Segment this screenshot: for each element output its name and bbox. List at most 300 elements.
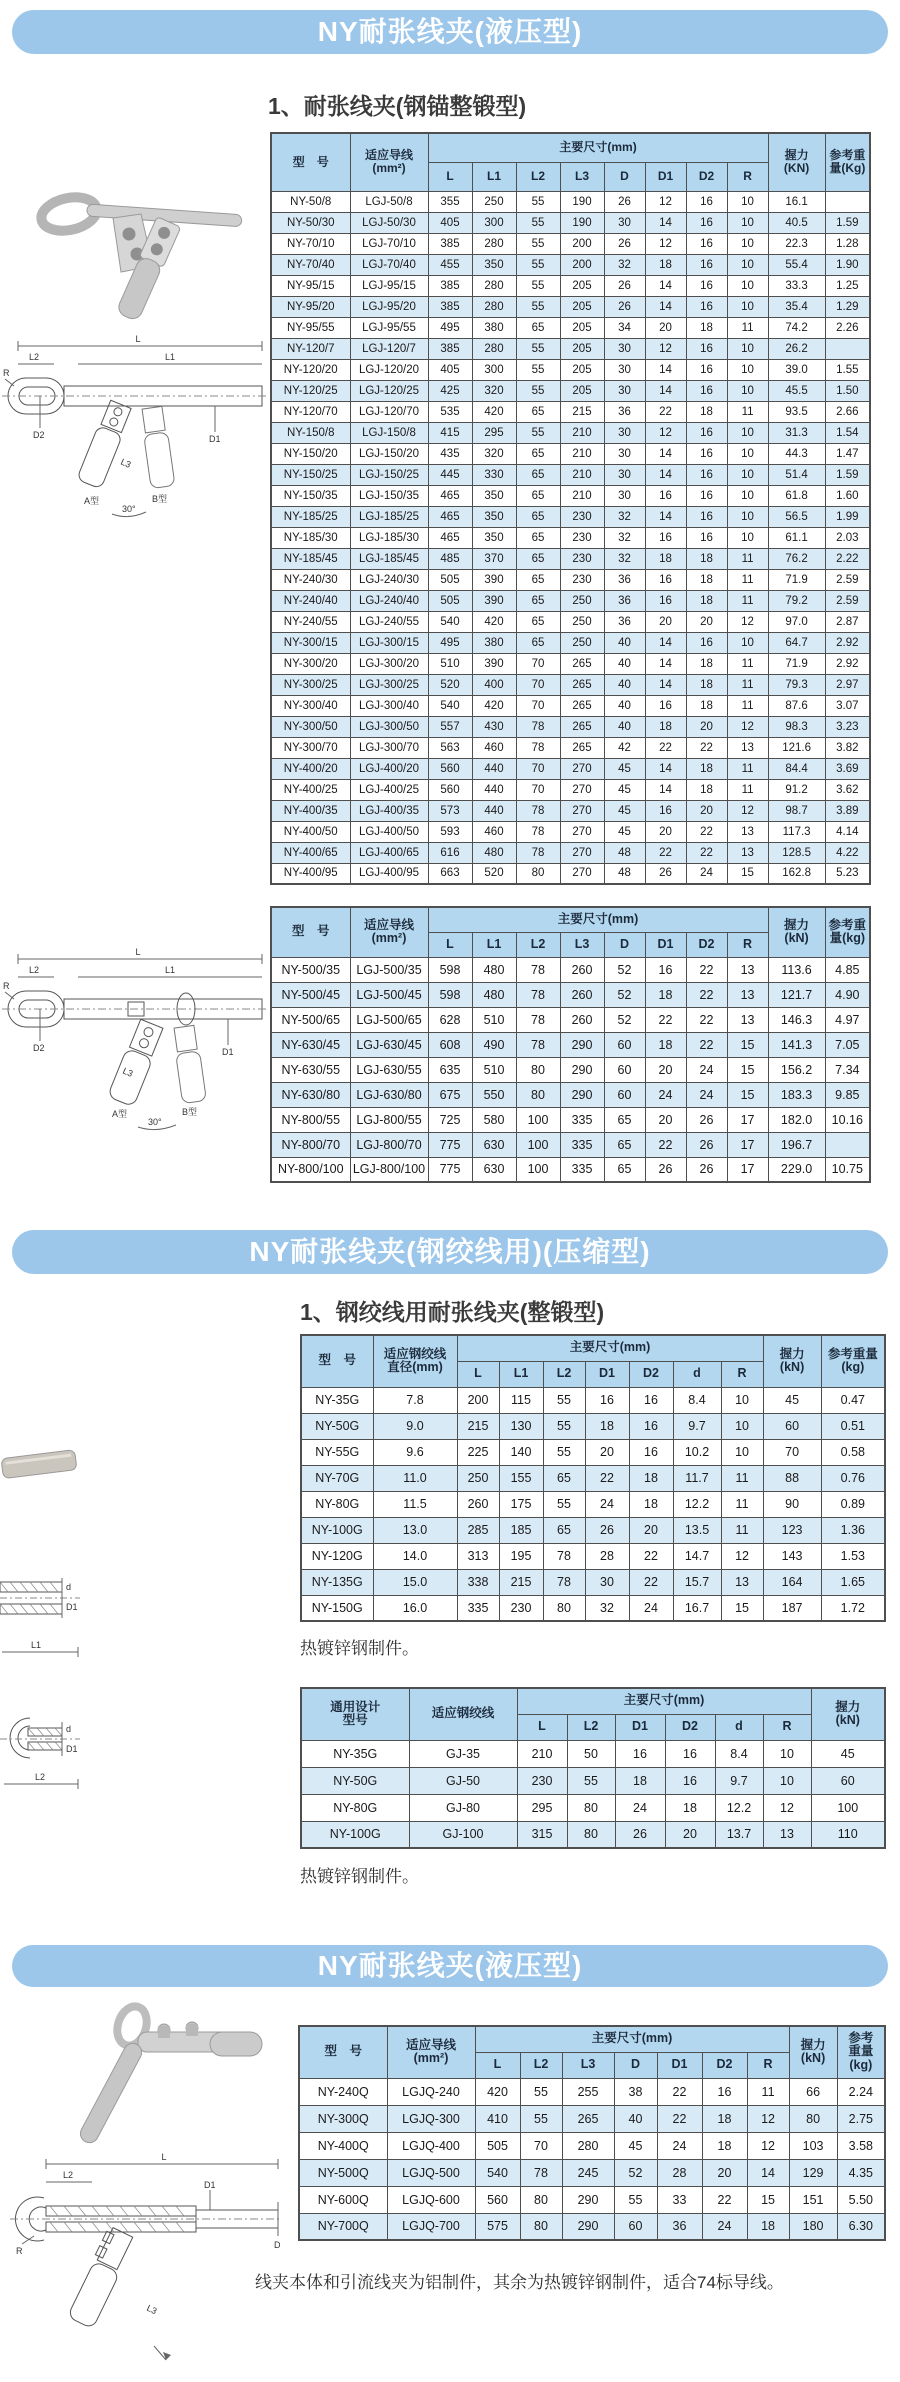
cell: 335 (560, 1107, 604, 1132)
col-ref-weight (821, 1335, 885, 1387)
cell: 260 (457, 1491, 499, 1517)
cell: 65 (516, 611, 560, 632)
cell: 250 (472, 191, 516, 212)
cell: 22 (645, 401, 686, 422)
cell: 190 (560, 212, 604, 233)
cell: 24 (615, 1794, 665, 1821)
cell: 16 (645, 590, 686, 611)
cell: 65 (516, 569, 560, 590)
angle-label: 30° (122, 504, 136, 514)
cell: 80 (520, 2186, 562, 2213)
header-row-1 (299, 2026, 885, 2052)
dim-label-D2: D2 (33, 430, 45, 440)
col-ref-weight (825, 907, 870, 957)
cell: 100 (516, 1157, 560, 1182)
cell: 11 (727, 674, 768, 695)
dim-label-L: L (135, 334, 141, 344)
col-grip-line2: (kN) (835, 1713, 860, 1728)
cell: NY-120/20 (271, 359, 350, 380)
cell: LGJ-185/30 (350, 527, 428, 548)
cell: 51.4 (768, 464, 825, 485)
cell: 355 (428, 191, 472, 212)
cell: 65 (543, 1517, 585, 1543)
table-body (301, 1387, 885, 1621)
cell: 335 (560, 1132, 604, 1157)
cell: 16 (686, 212, 727, 233)
cell: 725 (428, 1107, 472, 1132)
cell: 598 (428, 982, 472, 1007)
cell: 55 (516, 296, 560, 317)
cell: 265 (560, 653, 604, 674)
dim-label-L2: L2 (28, 965, 40, 975)
cell: 14 (645, 464, 686, 485)
cell: 280 (472, 233, 516, 254)
cell: 44.3 (768, 443, 825, 464)
cell: 15.0 (373, 1569, 457, 1595)
cell: 24 (657, 2132, 702, 2159)
cell: 18 (686, 401, 727, 422)
cell: LGJ-50/30 (350, 212, 428, 233)
cell: 10 (727, 485, 768, 506)
cell: NY-185/45 (271, 548, 350, 569)
cell: 143 (763, 1543, 821, 1569)
cell: LGJ-185/45 (350, 548, 428, 569)
cell: 205 (560, 380, 604, 401)
cell: 10.16 (825, 1107, 870, 1132)
cell: 60 (614, 2213, 657, 2240)
cell: 2.97 (825, 674, 870, 695)
cell: 18 (686, 674, 727, 695)
cell: 33.3 (768, 275, 825, 296)
cell: 55 (516, 275, 560, 296)
cell: 45 (763, 1387, 821, 1413)
cell: 30 (585, 1569, 629, 1595)
col-L3: L3 (560, 162, 604, 191)
cell: NY-50G (301, 1767, 409, 1794)
cell: 13 (727, 842, 768, 863)
col-strand: 适应钢绞线 (409, 1688, 517, 1740)
col-weight-line1: 参考重 (828, 917, 867, 932)
cell: 97.0 (768, 611, 825, 632)
cell: 56.5 (768, 506, 825, 527)
cell: 40 (604, 653, 645, 674)
cell: 10 (727, 233, 768, 254)
cell: 3.62 (825, 779, 870, 800)
cell: 20 (665, 1821, 715, 1848)
cell: NY-95/15 (271, 275, 350, 296)
cell: 16 (686, 275, 727, 296)
cell: 385 (428, 338, 472, 359)
cell: LGJQ-600 (387, 2186, 475, 2213)
cell: 1.99 (825, 506, 870, 527)
cell: 30 (604, 359, 645, 380)
col-conductor-line1: 适应导线 (363, 917, 414, 932)
col-conductor (387, 2026, 475, 2078)
cell: 18 (585, 1413, 629, 1439)
cell: 465 (428, 506, 472, 527)
cell: 80 (567, 1794, 615, 1821)
cell: NY-400/50 (271, 821, 350, 842)
cell: NY-240/55 (271, 611, 350, 632)
cell: 12 (747, 2105, 789, 2132)
cell: 1.47 (825, 443, 870, 464)
cell: 22 (629, 1543, 673, 1569)
dim-label-L3: L3 (119, 456, 133, 470)
cell: 630 (472, 1132, 516, 1157)
table-row (271, 1132, 870, 1157)
table-row (271, 758, 870, 779)
cell: 10 (727, 212, 768, 233)
cell: LGJQ-500 (387, 2159, 475, 2186)
cell: LGJ-240/30 (350, 569, 428, 590)
cell: 338 (457, 1569, 499, 1595)
cell: 13 (727, 957, 768, 982)
cell: 4.35 (837, 2159, 885, 2186)
material-note-bottom: 线夹本体和引流线夹为铝制件，其余为热镀锌钢制件，适合74标导线。 (255, 2273, 784, 2292)
cell: 10 (727, 632, 768, 653)
cell: 16.0 (373, 1595, 457, 1621)
cell: 28 (585, 1543, 629, 1569)
cell: NY-500/45 (271, 982, 350, 1007)
cell: 18 (615, 1767, 665, 1794)
cell: 30 (604, 464, 645, 485)
col-weight-line2: 量(kg) (829, 931, 866, 946)
cell: 70 (516, 758, 560, 779)
cell: 1.72 (821, 1595, 885, 1621)
cell: 16 (645, 527, 686, 548)
cell: 9.0 (373, 1413, 457, 1439)
cell: 380 (472, 632, 516, 653)
cell: 1.90 (825, 254, 870, 275)
cell: 540 (428, 695, 472, 716)
dimension-drawing-3 (0, 1552, 84, 1682)
cell: LGJ-150/35 (350, 485, 428, 506)
banner-strand-compression-clamp (12, 1230, 888, 1274)
header-row-1 (271, 907, 870, 932)
cell: 16.1 (768, 191, 825, 212)
material-note-2: 热镀锌钢制件。 (300, 1867, 419, 1886)
cell: 70 (516, 695, 560, 716)
cell: 10 (727, 338, 768, 359)
cell: 557 (428, 716, 472, 737)
cell: 628 (428, 1007, 472, 1032)
table-row (271, 1007, 870, 1032)
cell: 16 (645, 485, 686, 506)
cell: 22 (702, 2186, 747, 2213)
table-row (271, 191, 870, 212)
cell: 71.9 (768, 569, 825, 590)
cell: 0.89 (821, 1491, 885, 1517)
header-row-1 (271, 133, 870, 162)
dim-label-D: D (274, 2240, 281, 2250)
table-row (271, 464, 870, 485)
cell: 270 (560, 779, 604, 800)
cell: 26 (604, 296, 645, 317)
cell: 16 (686, 191, 727, 212)
col-R: R (721, 1361, 763, 1387)
cell: 18 (702, 2132, 747, 2159)
cell: LGJ-70/10 (350, 233, 428, 254)
col-ref-weight (837, 2026, 885, 2078)
cell: 78 (516, 842, 560, 863)
cell: 16 (645, 695, 686, 716)
cell: 26 (645, 1157, 686, 1182)
cell: LGJ-150/8 (350, 422, 428, 443)
banner-title: NY耐张线夹(液压型) (317, 16, 583, 47)
cell: 26 (645, 863, 686, 884)
col-L2: L2 (567, 1714, 615, 1740)
cell: 13.7 (715, 1821, 763, 1848)
cell: NY-55G (301, 1439, 373, 1465)
cell: 260 (560, 1007, 604, 1032)
cell: 3.23 (825, 716, 870, 737)
header-row-1 (301, 1335, 885, 1361)
col-weight-line2: (kg) (841, 1360, 865, 1375)
cell: 635 (428, 1057, 472, 1082)
cell: 40 (604, 674, 645, 695)
cell: 775 (428, 1132, 472, 1157)
cell: NY-80G (301, 1794, 409, 1821)
cell: 180 (789, 2213, 837, 2240)
cell: 14 (645, 275, 686, 296)
cell: 230 (560, 527, 604, 548)
cell: 20 (702, 2159, 747, 2186)
cell: 616 (428, 842, 472, 863)
cell: 11.0 (373, 1465, 457, 1491)
dim-label-D2: D2 (33, 1043, 45, 1053)
cell: 22 (645, 737, 686, 758)
cell: 2.03 (825, 527, 870, 548)
cell: NY-630/45 (271, 1032, 350, 1057)
table-row (299, 2186, 885, 2213)
cell: 55 (543, 1491, 585, 1517)
cell: 205 (560, 359, 604, 380)
cell: 18 (686, 569, 727, 590)
cell: LGJ-150/20 (350, 443, 428, 464)
col-D2: D2 (702, 2052, 747, 2078)
cell: 330 (472, 464, 516, 485)
cell: 45.5 (768, 380, 825, 401)
spec-table-forged-anchor-large (270, 906, 871, 1183)
cell: 15 (727, 1082, 768, 1107)
cell: 265 (562, 2105, 614, 2132)
cell: 10 (727, 296, 768, 317)
table-row (271, 338, 870, 359)
table-row (299, 2105, 885, 2132)
cell: 12 (727, 611, 768, 632)
cell: 61.1 (768, 527, 825, 548)
cell: NY-120/70 (271, 401, 350, 422)
cell: NY-70G (301, 1465, 373, 1491)
dim-label-d: d (66, 1582, 72, 1592)
col-model: 型 号 (271, 133, 350, 191)
cell: 11 (727, 758, 768, 779)
cell: 598 (428, 957, 472, 982)
cell: 103 (789, 2132, 837, 2159)
cell: 460 (472, 737, 516, 758)
cell: 151 (789, 2186, 837, 2213)
cell: 260 (560, 982, 604, 1007)
cell: LGJ-300/20 (350, 653, 428, 674)
cell: 2.92 (825, 653, 870, 674)
col-grip-line1: 握力 (784, 148, 809, 163)
cell: 16 (686, 527, 727, 548)
cell: NY-300/40 (271, 695, 350, 716)
cell: NY-300/50 (271, 716, 350, 737)
cell: 12 (645, 191, 686, 212)
cell: 129 (789, 2159, 837, 2186)
col-main-dimensions: 主要尺寸(mm) (517, 1688, 811, 1714)
cell: 40 (604, 716, 645, 737)
cell: NY-400/25 (271, 779, 350, 800)
cell: 65 (516, 632, 560, 653)
cell: 10 (727, 443, 768, 464)
cell (825, 191, 870, 212)
dim-label-L2: L2 (62, 2170, 74, 2180)
cell: 12 (645, 338, 686, 359)
cell: NY-150G (301, 1595, 373, 1621)
cell: NY-500/35 (271, 957, 350, 982)
cell: 480 (472, 842, 516, 863)
table-row (271, 863, 870, 884)
col-grip (768, 133, 825, 191)
cell: 285 (457, 1517, 499, 1543)
cell: LGJ-300/50 (350, 716, 428, 737)
cell: 36 (604, 569, 645, 590)
cell: NY-800/70 (271, 1132, 350, 1157)
cell: 40 (604, 632, 645, 653)
col-L: L (517, 1714, 567, 1740)
cell: 22 (686, 842, 727, 863)
cell: 14 (645, 443, 686, 464)
cell: 205 (560, 275, 604, 296)
dim-label-D1: D1 (66, 1602, 78, 1612)
dim-label-L2: L2 (28, 352, 40, 362)
cell: 20 (629, 1517, 673, 1543)
table-row (271, 982, 870, 1007)
cell: LGJ-800/100 (350, 1157, 428, 1182)
table-row (301, 1491, 885, 1517)
cell: 6.30 (837, 2213, 885, 2240)
cell: 146.3 (768, 1007, 825, 1032)
cell: 14.0 (373, 1543, 457, 1569)
cell: 229.0 (768, 1157, 825, 1182)
cell: 400 (472, 674, 516, 695)
product-photo-tension-clamp-2 (40, 1998, 270, 2153)
cell: LGJ-95/20 (350, 296, 428, 317)
table-row (301, 1794, 885, 1821)
cell: 270 (560, 758, 604, 779)
cell: 195 (499, 1543, 543, 1569)
cell: 48 (604, 842, 645, 863)
cell: 78 (516, 737, 560, 758)
cell: 593 (428, 821, 472, 842)
cell: 350 (472, 254, 516, 275)
cell: NY-35G (301, 1387, 373, 1413)
cell: NY-50/8 (271, 191, 350, 212)
table-row (271, 842, 870, 863)
col-D1: D1 (585, 1361, 629, 1387)
cell: 130 (499, 1413, 543, 1439)
cell: 14 (645, 296, 686, 317)
cell: 510 (472, 1007, 516, 1032)
cell: 300 (472, 359, 516, 380)
cell: 10 (721, 1413, 763, 1439)
table-row (271, 401, 870, 422)
dimension-drawing-2 (0, 945, 268, 1135)
cell: NY-630/55 (271, 1057, 350, 1082)
col-D2: D2 (629, 1361, 673, 1387)
cell: 335 (560, 1157, 604, 1182)
material-note-1: 热镀锌钢制件。 (300, 1639, 419, 1658)
cell: 98.7 (768, 800, 825, 821)
cell: 230 (499, 1595, 543, 1621)
col-R: R (727, 162, 768, 191)
cell: 480 (472, 982, 516, 1007)
cell: 2.26 (825, 317, 870, 338)
table-row (299, 2159, 885, 2186)
cell: 78 (516, 821, 560, 842)
cell: 290 (560, 1057, 604, 1082)
cell: NY-300/70 (271, 737, 350, 758)
cell: 15.7 (673, 1569, 721, 1595)
col-grip-line1: 握力 (835, 1699, 861, 1714)
cell: 52 (604, 957, 645, 982)
cell: 65 (516, 506, 560, 527)
cell: 65 (516, 527, 560, 548)
table-row (271, 779, 870, 800)
cell: 65 (516, 401, 560, 422)
cell: 80 (516, 1082, 560, 1107)
col-L3: L3 (562, 2052, 614, 2078)
col-L2: L2 (516, 932, 560, 957)
cell: LGJ-70/40 (350, 254, 428, 275)
cell: 415 (428, 422, 472, 443)
cell: 215 (499, 1569, 543, 1595)
cell: 280 (472, 338, 516, 359)
table-body (271, 957, 870, 1182)
cell: 15 (747, 2186, 789, 2213)
cell: LGJ-50/8 (350, 191, 428, 212)
cell: 9.7 (715, 1767, 763, 1794)
cell: 260 (560, 957, 604, 982)
col-grip-line1: 握力 (784, 917, 810, 932)
cell: 65 (543, 1465, 585, 1491)
cell: 45 (604, 821, 645, 842)
cell: 38 (614, 2078, 657, 2105)
cell: 71.9 (768, 653, 825, 674)
cell: 270 (560, 863, 604, 884)
cell: 18 (645, 548, 686, 569)
cell: NY-120G (301, 1543, 373, 1569)
cell: 11 (727, 590, 768, 611)
cell: 608 (428, 1032, 472, 1057)
col-grip-line1: 握力 (800, 2037, 826, 2052)
cell: 405 (428, 212, 472, 233)
col-model-line1: 通用设计 (330, 1699, 381, 1714)
col-L3: L3 (560, 932, 604, 957)
col-D: D (614, 2052, 657, 2078)
cell: LGJ-630/45 (350, 1032, 428, 1057)
cell: 230 (517, 1767, 567, 1794)
cell: 78 (516, 957, 560, 982)
cell: NY-70/10 (271, 233, 350, 254)
col-conductor-line1: 适应导线 (364, 148, 413, 163)
cell: 280 (472, 275, 516, 296)
cell: 540 (428, 611, 472, 632)
cell: 70 (520, 2132, 562, 2159)
cell: 16 (665, 1767, 715, 1794)
